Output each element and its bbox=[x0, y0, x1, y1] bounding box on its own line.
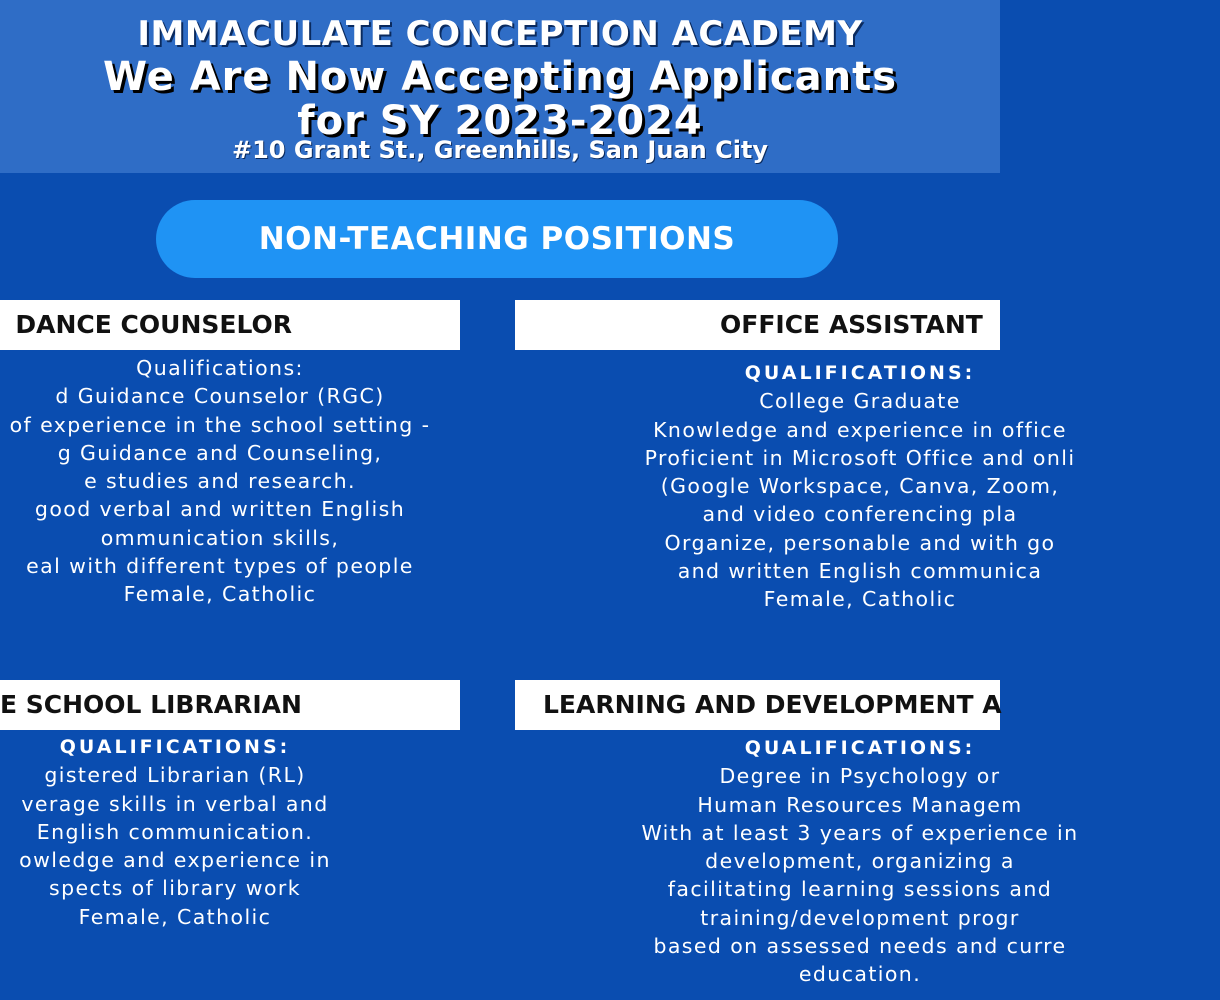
qualifications-label: QUALIFICATIONS: bbox=[744, 737, 976, 759]
qualification-line: and video conferencing pla bbox=[702, 502, 1018, 527]
school-name: IMMACULATE CONCEPTION ACADEMY bbox=[137, 14, 863, 54]
qualification-line: and written English communica bbox=[677, 559, 1043, 584]
section-title-pill: NON-TEACHING POSITIONS bbox=[156, 200, 838, 278]
position-details-office-assistant bbox=[500, 359, 1220, 614]
qualifications-label: QUALIFICATIONS: bbox=[59, 736, 291, 758]
position-details-school-librarian bbox=[0, 733, 410, 931]
qualification-line: owledge and experience in bbox=[19, 848, 331, 873]
school-address: #10 Grant St., Greenhills, San Juan City bbox=[231, 136, 769, 164]
qualification-line: Organize, personable and with go bbox=[664, 530, 1056, 555]
qualification-line: gistered Librarian (RL) bbox=[44, 763, 306, 788]
qualification-line: e studies and research. bbox=[84, 469, 356, 494]
header bbox=[0, 0, 1000, 173]
qualification-line: d Guidance Counselor (RGC) bbox=[55, 384, 385, 409]
qualification-line: education. bbox=[798, 962, 922, 987]
position-details-learning-development bbox=[500, 734, 1220, 989]
headline-line-2: for SY 2023-2024 bbox=[297, 98, 703, 144]
qualification-line: (Google Workspace, Canva, Zoom, bbox=[660, 474, 1060, 499]
qualification-line: Female, Catholic bbox=[763, 587, 957, 612]
qualification-line: Proficient in Microsoft Office and onli bbox=[644, 445, 1076, 470]
qualification-line: With at least 3 years of experience in bbox=[641, 820, 1079, 845]
qualification-line: Female, Catholic bbox=[123, 582, 317, 607]
qualifications-label: QUALIFICATIONS: bbox=[744, 362, 976, 384]
position-details-guidance-counselor bbox=[0, 354, 480, 609]
qualification-line: Knowledge and experience in office bbox=[653, 417, 1067, 442]
qualification-line: eal with different types of people bbox=[26, 554, 414, 579]
position-banner-school-librarian bbox=[0, 680, 460, 730]
qualification-line: good verbal and written English bbox=[34, 497, 406, 522]
qualification-line: based on assessed needs and curre bbox=[653, 934, 1067, 959]
qualification-line: development, organizing a bbox=[705, 849, 1015, 874]
qualification-line: verage skills in verbal and bbox=[21, 791, 329, 816]
position-title: OFFICE ASSISTANT bbox=[720, 310, 983, 339]
position-banner-learning-development bbox=[515, 680, 1000, 730]
qualification-line: training/development progr bbox=[700, 905, 1020, 930]
qualification-line: Degree in Psychology or bbox=[719, 764, 1001, 789]
position-title: DANCE COUNSELOR bbox=[15, 310, 292, 339]
qualification-line: Human Resources Managem bbox=[697, 792, 1023, 817]
qualification-line: English communication. bbox=[36, 819, 314, 844]
qualification-line: spects of library work bbox=[49, 876, 301, 901]
position-banner-office-assistant bbox=[515, 300, 1000, 350]
qualification-line: Female, Catholic bbox=[78, 904, 272, 929]
qualification-line: facilitating learning sessions and bbox=[667, 877, 1053, 902]
qualification-line: College Graduate bbox=[759, 389, 961, 414]
qualification-line: of experience in the school setting - bbox=[9, 412, 431, 437]
position-banner-guidance-counselor bbox=[0, 300, 460, 350]
qualification-line: g Guidance and Counseling, bbox=[57, 440, 383, 465]
headline-line-1: We Are Now Accepting Applicants bbox=[102, 54, 898, 100]
qualifications-label: Qualifications: bbox=[136, 356, 304, 380]
qualification-line: ommunication skills, bbox=[100, 525, 340, 550]
position-title: E SCHOOL LIBRARIAN bbox=[0, 690, 302, 719]
position-title: LEARNING AND DEVELOPMENT A bbox=[543, 690, 1002, 719]
